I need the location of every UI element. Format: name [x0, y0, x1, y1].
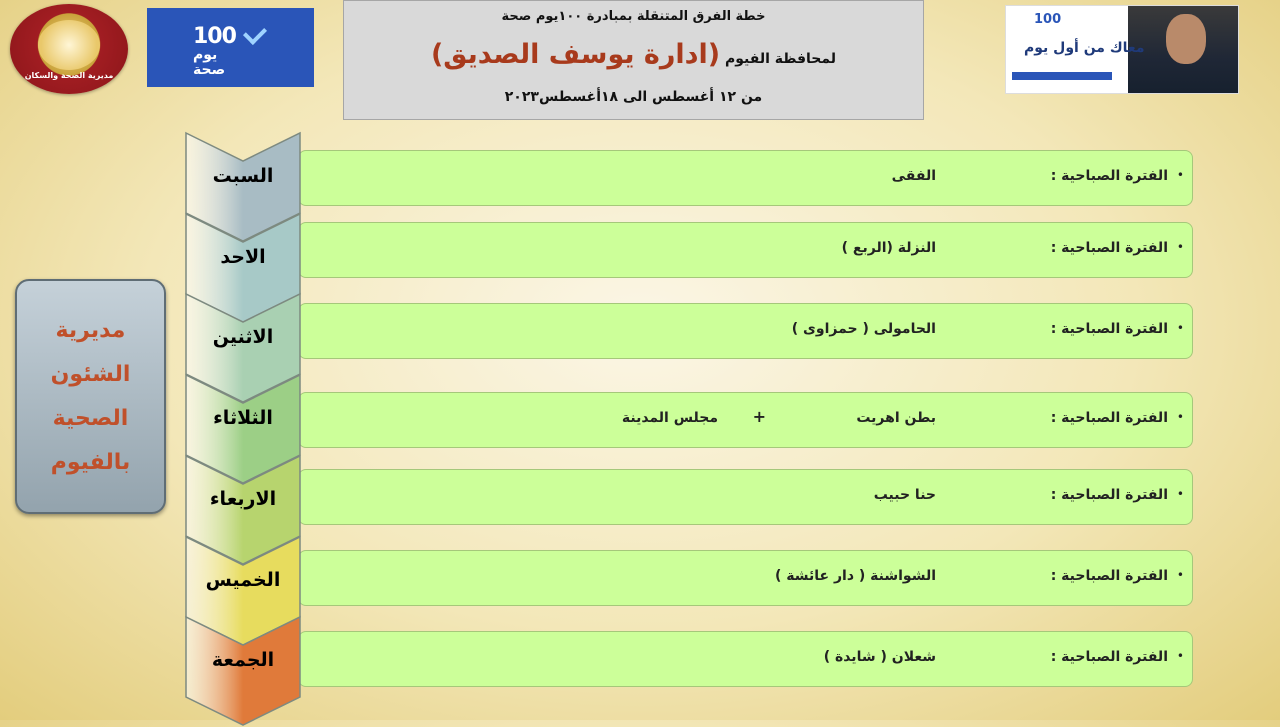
chevron-shape — [184, 615, 302, 727]
date-range: من ١٢ أغسطس الى ١٨أغسطس٢٠٢٣ — [504, 89, 763, 105]
plus-sign: + — [752, 407, 766, 426]
day-chevron — [184, 615, 302, 727]
portrait-face — [1166, 14, 1206, 64]
day-label: الاربعاء — [209, 488, 277, 510]
banner-stripe — [1012, 72, 1112, 80]
day-label: الجمعة — [211, 649, 275, 671]
schedule-row — [298, 550, 1193, 606]
schedule-row — [298, 631, 1193, 687]
bullet-icon: • — [1176, 321, 1184, 335]
campaign-banner — [1005, 5, 1239, 94]
health-directorate-logo — [10, 4, 128, 94]
location: الفقى — [891, 168, 936, 184]
banner-number: 100 — [1034, 12, 1062, 27]
location-secondary: مجلس المدينة — [621, 410, 718, 426]
directorate-label-box — [15, 279, 166, 514]
bullet-icon: • — [1176, 568, 1184, 582]
day-label: الاثنين — [212, 326, 274, 348]
day-label: الخميس — [205, 569, 281, 591]
period-label: الفترة الصباحية : — [1050, 321, 1168, 337]
directorate-label: مديرية الشئون الصحية بالفيوم — [50, 317, 131, 475]
location: الشواشنة ( دار عائشة ) — [775, 568, 936, 584]
administration-name: (ادارة يوسف الصديق) — [430, 39, 721, 70]
schedule-row — [298, 150, 1193, 206]
bullet-icon: • — [1176, 168, 1184, 182]
title-box — [343, 0, 924, 120]
title-line-2 — [344, 39, 923, 70]
bullet-icon: • — [1176, 240, 1184, 254]
period-label: الفترة الصباحية : — [1050, 410, 1168, 426]
day-label: الاحد — [220, 246, 266, 268]
day-label: الثلاثاء — [213, 407, 273, 429]
title-line-1: خطة الفرق المتنقلة بمبادرة ١٠٠يوم صحة — [501, 9, 766, 24]
location: النزلة (الربع ) — [841, 240, 936, 256]
location: الحامولى ( حمزاوى ) — [791, 321, 936, 337]
bullet-icon: • — [1176, 649, 1184, 663]
schedule-row — [298, 392, 1193, 448]
period-label: الفترة الصباحية : — [1050, 168, 1168, 184]
location: شعلان ( شايدة ) — [823, 649, 936, 665]
period-label: الفترة الصباحية : — [1050, 649, 1168, 665]
100-days-health-logo — [147, 8, 314, 87]
logo-word: يوم صحة — [193, 47, 226, 78]
period-label: الفترة الصباحية : — [1050, 240, 1168, 256]
logo-left-text: مديرية الصحة والسكان — [24, 71, 114, 80]
emblem-icon — [38, 20, 100, 70]
period-label: الفترة الصباحية : — [1050, 487, 1168, 503]
period-label: الفترة الصباحية : — [1050, 568, 1168, 584]
schedule-row — [298, 469, 1193, 525]
bullet-icon: • — [1176, 410, 1184, 424]
schedule-row — [298, 222, 1193, 278]
banner-slogan: معاك من أول يوم — [1024, 40, 1145, 56]
day-label: السبت — [212, 165, 274, 187]
governorate-label: لمحافظة الفيوم — [720, 51, 837, 67]
schedule-row — [298, 303, 1193, 359]
logo-number: 100 — [193, 24, 236, 49]
location: بطن اهريت — [856, 410, 936, 426]
check-icon — [243, 21, 267, 45]
bullet-icon: • — [1176, 487, 1184, 501]
location: حنا حبيب — [873, 487, 936, 503]
